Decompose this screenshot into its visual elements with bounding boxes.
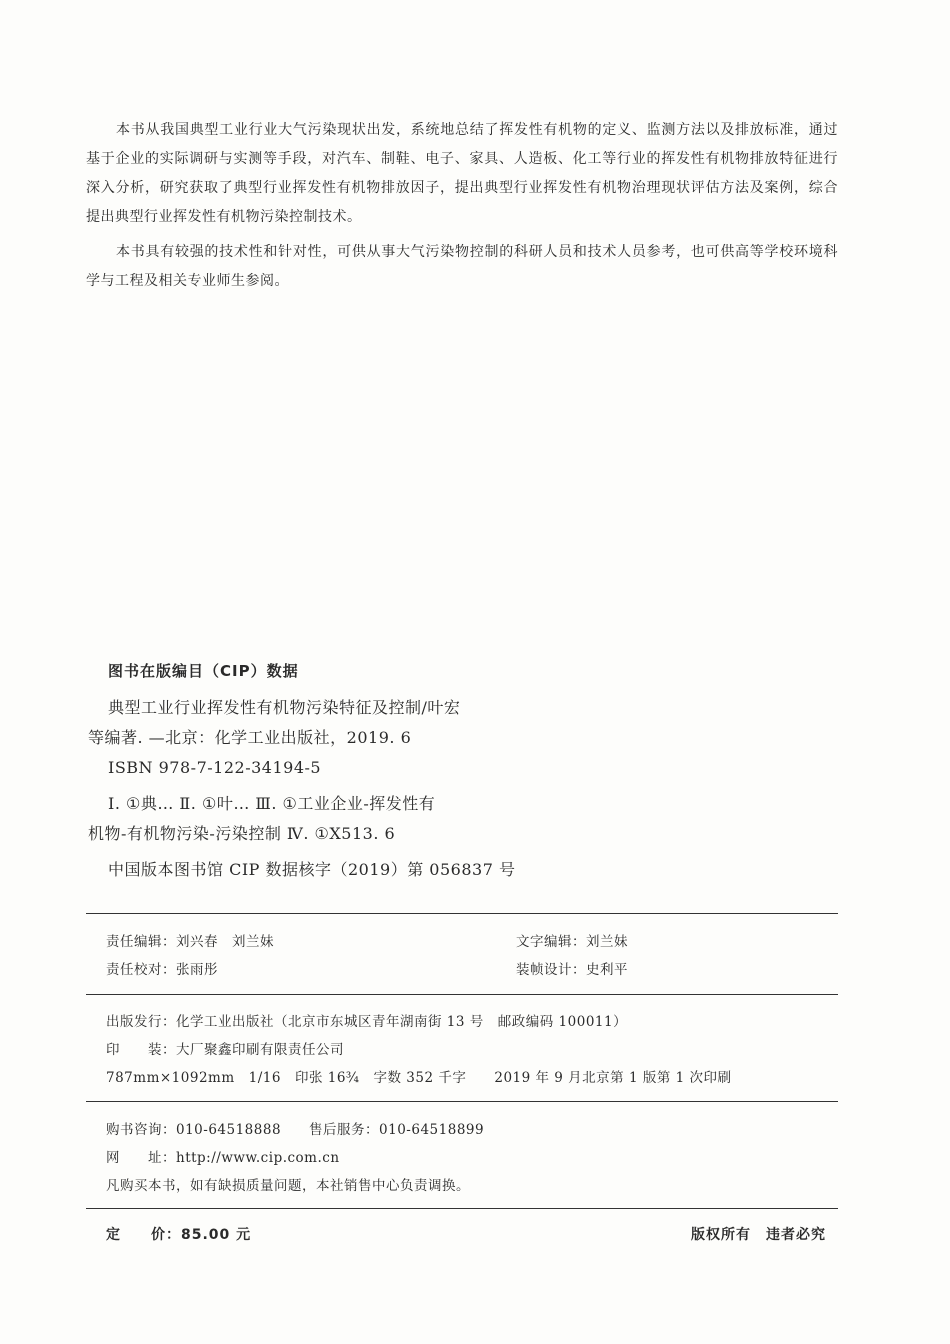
copyright-notice: 版权所有 违者必究 [691,1227,826,1243]
cip-number: 中国版本图书馆 CIP 数据核字（2019）第 056837 号 [108,860,516,879]
website: 网 址：http://www.cip.com.cn [106,1150,340,1166]
divider [86,1208,838,1209]
price: 定 价：85.00 元 [106,1227,252,1243]
cover-designer: 装帧设计：史利平 [516,962,628,978]
abstract-paragraph: 本书具有较强的技术性和针对性，可供从事大气污染物控制的科研人员和技术人员参考，也可供高等学校环境科学与工程及相关专业师生参阅。 [86,244,838,289]
cip-line: 等编著. —北京：化学工业出版社，2019. 6 [88,728,412,747]
proofreader: 责任校对：张雨彤 [106,962,218,978]
cip-line: 典型工业行业挥发性有机物污染特征及控制/叶宏 [108,698,461,717]
divider [86,1101,838,1102]
cip-data-block [88,660,848,885]
divider [86,913,838,914]
cip-title: 图书在版编目（CIP）数据 [108,662,299,680]
divider [86,994,838,995]
publishing-block [106,1008,826,1092]
cip-line: 机物-有机物污染-污染控制 Ⅳ. ①X513. 6 [88,824,396,843]
cip-line: Ⅰ. ①典… Ⅱ. ①叶… Ⅲ. ①工业企业-挥发性有 [108,794,436,813]
contact-block [106,1116,826,1200]
printer: 印 装：大厂聚鑫印刷有限责任公司 [106,1042,344,1058]
publisher: 出版发行：化学工业出版社（北京市东城区青年湖南街 13 号 邮政编码 100011） [106,1014,628,1030]
editors-block [106,928,826,984]
abstract-paragraph: 本书从我国典型工业行业大气污染现状出发，系统地总结了挥发性有机物的定义、监测方法以及排放标准，通过基于企业的实际调研与实测等手段，对汽车、制鞋、电子、家具、人造板、化工等行业的挥发性有机物排放特征进行深入分析，研究获取了典型行业挥发性有机物排放因子，提出典型行业挥发性有机物治理现状评估方法及案例，综合提出典型行业挥发性有机物污染控制技术。 [86,122,838,225]
print-format: 787mm×1092mm 1/16 印张 16¾ 字数 352 千字 2019 年 9 月北京第 1 版第 1 次印刷 [106,1070,732,1086]
text-editor: 文字编辑：刘兰妹 [516,934,628,950]
purchase-contact: 购书咨询：010-64518888 售后服务：010-64518899 [106,1122,485,1138]
book-abstract [86,116,838,302]
cip-isbn: ISBN 978-7-122-34194-5 [108,758,322,777]
price-row [106,1224,826,1244]
responsible-editor: 责任编辑：刘兴春 刘兰妹 [106,934,274,950]
return-notice: 凡购买本书，如有缺损质量问题，本社销售中心负责调换。 [106,1178,470,1194]
